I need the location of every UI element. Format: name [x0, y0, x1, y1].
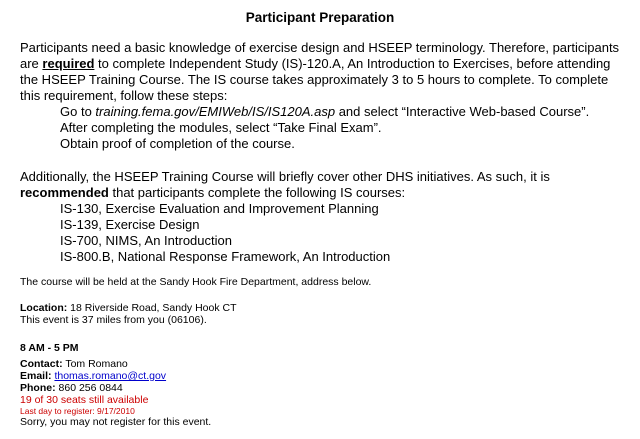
step-1-suffix: and select “Interactive Web-based Course”. [335, 104, 590, 119]
required-emphasis: required [42, 56, 95, 71]
location-block [20, 302, 632, 326]
phone-value: 860 256 0844 [55, 382, 123, 394]
contact-value: Tom Romano [62, 358, 128, 370]
phone-label: Phone: [20, 382, 56, 394]
phone-line [20, 382, 632, 394]
location-value: 18 Riverside Road, Sandy Hook CT [67, 302, 237, 314]
additional-line-2 [20, 185, 632, 201]
event-details [20, 342, 632, 428]
step-3: Obtain proof of completion of the course. [60, 136, 295, 151]
intro-paragraph [20, 40, 632, 104]
venue-note: The course will be held at the Sandy Hook Fire Department, address below. [20, 276, 372, 288]
contact-line [20, 358, 632, 370]
contact-label: Contact: [20, 358, 63, 370]
intro-text-after: to complete Independent Study (IS)-120.A, An Introduction to Exercises, before attending the HSEEP Training Course. The IS course takes approximately 3 to 5 hours to complete. To complete this requirement, follow these steps: [20, 56, 611, 103]
step-2: After completing the modules, select “Take Final Exam”. [60, 120, 382, 135]
email-label: Email: [20, 370, 52, 382]
location-line [20, 302, 632, 314]
course-item: IS-700, NIMS, An Introduction [60, 233, 232, 248]
step-1-prefix: Go to [60, 104, 96, 119]
distance-line: This event is 37 miles from you (06106). [20, 314, 207, 326]
last-day-notice: Last day to register: 9/17/2010 [20, 406, 135, 416]
seats-available: 19 of 30 seats still available [20, 394, 149, 406]
registration-message: Sorry, you may not register for this event. [20, 416, 212, 428]
email-link[interactable]: thomas.romano@ct.gov [54, 370, 167, 382]
intro-text-before: Participants need a basic knowledge of exercise design and HSEEP terminology. Therefore, participants are [20, 40, 620, 71]
course-item: IS-800.B, National Response Framework, An Introduction [60, 249, 391, 264]
course-item: IS-130, Exercise Evaluation and Improvement Planning [60, 201, 379, 216]
course-url: training.fema.gov/EMIWeb/IS/IS120A.asp [95, 104, 336, 119]
additional-text-2: that participants complete the following IS courses: [108, 185, 406, 200]
page-title: Participant Preparation [245, 10, 395, 25]
additional-line-1: Additionally, the HSEEP Training Course will briefly cover other DHS initiatives. As such, it is [20, 169, 550, 184]
course-item: IS-139, Exercise Design [60, 217, 200, 232]
additional-section [20, 169, 632, 265]
intro-section [20, 40, 632, 152]
event-time: 8 AM - 5 PM [20, 342, 79, 354]
location-label: Location: [20, 302, 68, 314]
email-line [20, 370, 632, 382]
recommended-emphasis: recommended [20, 185, 109, 200]
step-1 [20, 104, 632, 120]
